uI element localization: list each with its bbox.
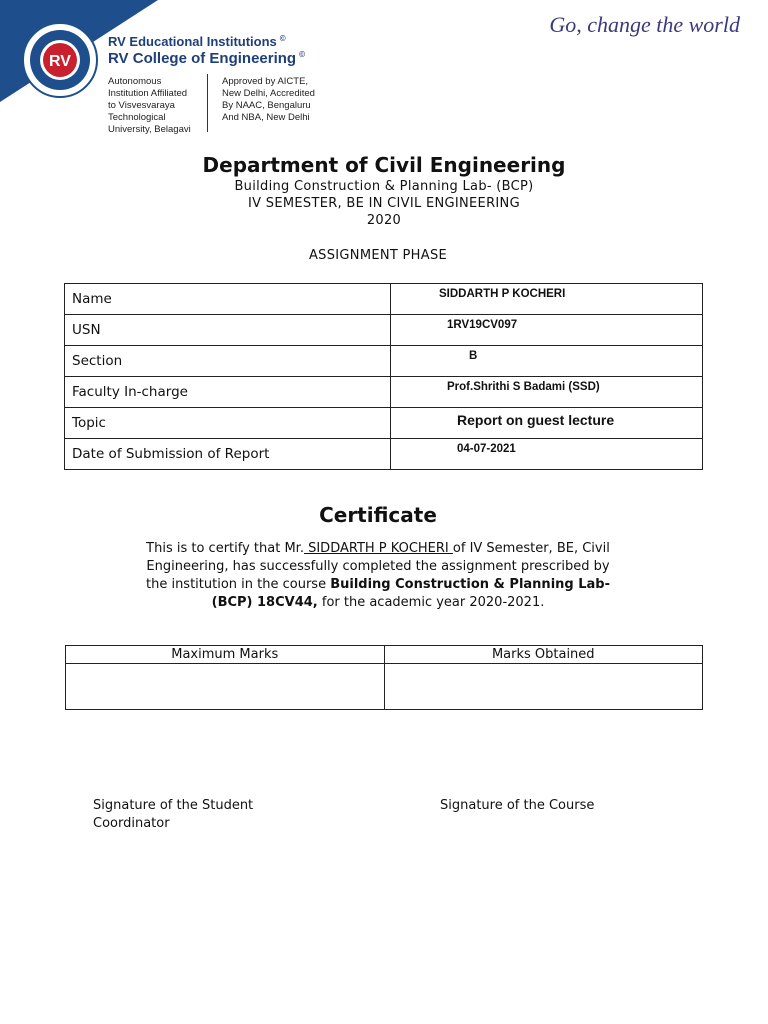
table-header-row [66,646,703,664]
student-name: SIDDARTH P KOCHERI [303,541,453,556]
row-label: Topic [65,408,391,439]
row-label: Name [65,284,391,315]
org-name-line1: RV Educational Institutions © [108,34,286,49]
lab-name: Building Construction & Planning Lab- (BCP) [234,179,534,194]
max-marks-header: Maximum Marks [66,646,385,664]
approval-text: Approved by AICTE, New Delhi, Accredited By NAAC, Bengaluru And NBA, New Delhi [222,76,315,123]
marks-obtained-cell [384,664,703,710]
course-signature-label: Signature of the Course [440,798,595,813]
certificate-title: Certificate [319,503,437,527]
row-value: 1RV19CV097 [391,315,703,346]
row-value: B [391,346,703,377]
tagline: Go, change the world [549,12,740,37]
svg-text:RV: RV [49,53,71,70]
course-name: Building Construction & Planning Lab- (BCP) 18CV44, [211,577,610,610]
row-value: SIDDARTH P KOCHERI [391,284,703,315]
table-row [65,284,703,315]
table-row [65,346,703,377]
row-value: Report on guest lecture [391,408,703,439]
row-label: Section [65,346,391,377]
row-value: Prof.Shrithi S Badami (SSD) [391,377,703,408]
department-title: Department of Civil Engineering [202,153,566,177]
student-info-table [64,283,703,470]
affiliation-text: Autonomous Institution Affiliated to Visvesvaraya Technological University, Belagavi [108,76,191,135]
affiliation-divider [207,74,208,132]
student-signature-label: Signature of the Student Coordinator [93,798,254,831]
assignment-phase-label: ASSIGNMENT PHASE [308,248,448,263]
marks-table [65,645,703,710]
semester-line: IV SEMESTER, BE IN CIVIL ENGINEERING [248,196,520,211]
year-line: 2020 [366,213,402,228]
table-row [65,315,703,346]
org-name-line2: RV College of Engineering © [108,50,305,67]
max-marks-cell [66,664,385,710]
table-row [66,664,703,710]
table-row [65,377,703,408]
row-value: 04-07-2021 [391,439,703,470]
title-block [0,152,768,229]
marks-obtained-header: Marks Obtained [384,646,703,664]
table-row [65,439,703,470]
college-seal-logo [22,22,98,98]
certificate-text: This is to certify that Mr. SIDDARTH P KOCHERI of IV Semester, BE, Civil Engineering, has successfully completed the assignment prescribed by the institution in the course Building Construction & Planning Lab- (BCP) 18CV44, for the academic year 2020-2021. [145,541,610,610]
table-row [65,408,703,439]
row-label: Faculty In-charge [65,377,391,408]
row-label: USN [65,315,391,346]
row-label: Date of Submission of Report [65,439,391,470]
